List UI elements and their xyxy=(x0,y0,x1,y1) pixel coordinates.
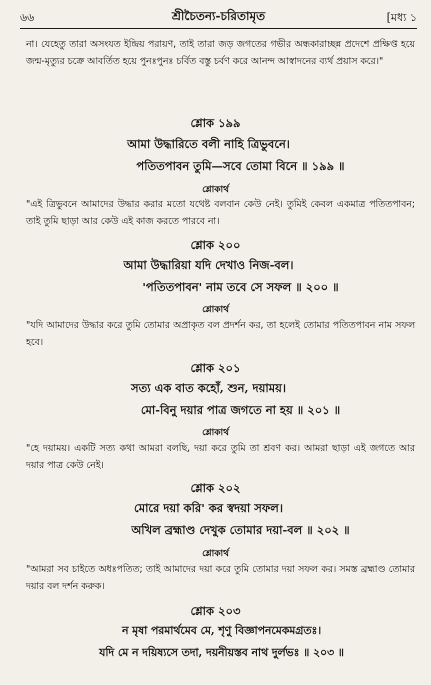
verse-line: মো-বিনু দয়ার পাত্র জগতে না হয় ॥ ২০১ ॥ xyxy=(140,403,341,417)
meaning-paragraph: "আমরা সব চাইতে অধঃপতিত; তাই আমাদের দয়া করে তুমি তোমার দয়া সফল কর। সমস্ত ব্রহ্মাণ্ড তোমার দয়ার বল দর্শন করুক। xyxy=(26,564,415,592)
sloka-heading: শ্লোক ২০৩ xyxy=(190,604,241,618)
meaning-heading: শ্লোকার্থ xyxy=(202,185,229,195)
verse-line: আমা উদ্ধারিয়া যদি দেখাও নিজ-বল। xyxy=(123,258,294,272)
sloka-heading: শ্লোক ২০২ xyxy=(190,481,241,495)
meaning-heading: শ্লোকার্থ xyxy=(202,549,229,559)
verse-199 xyxy=(40,133,401,177)
sloka-heading: শ্লোক ১৯৯ xyxy=(190,116,241,130)
verse-line: 'পতিতপাবন' নাম তবে সে সফল ॥ ২০০ ॥ xyxy=(142,280,339,294)
meaning-heading: শ্লোকার্থ xyxy=(202,428,229,438)
page-header xyxy=(20,6,417,29)
page-number: ৬৬ xyxy=(20,11,35,24)
verse-line: যদি মে ন দয়িষ্যসে তদা, দয়নীয়স্তব নাথ দুর্লভঃ ॥ ২০৩ ॥ xyxy=(99,646,344,659)
meaning-paragraph: "এই ত্রিভুবনে আমাদের উদ্ধার করার মতো যথেষ্ট বলবান কেউ নেই। তুমিই কেবল একমাত্র পতিতপাবন; তাই তুমি ছাড়া আর কেউ এই কাজ করতে পারবে না। xyxy=(26,199,415,227)
verse-line: মোরে দয়া করি' কর স্বদয়া সফল। xyxy=(134,501,283,515)
verse-line: পতিতপাবন তুমি—সবে তোমা বিনে ॥ ১৯৯ ॥ xyxy=(136,159,345,173)
sloka-heading: শ্লোক ২০১ xyxy=(190,361,241,375)
running-title: শ্রীচৈতন্য-চরিতামৃত xyxy=(171,9,266,23)
verse-202 xyxy=(40,497,401,541)
meaning-paragraph: "যদি আমাদের উদ্ধার করে তুমি তোমার অপ্রাকৃত বল প্রদর্শন কর, তা হলেই তোমার পতিতপাবন নাম সফল হবে। xyxy=(26,320,415,348)
verse-200 xyxy=(40,254,401,298)
verse-201 xyxy=(40,377,401,421)
verse-line: আমা উদ্ধারিতে বলী নাহি ত্রিভুবনে। xyxy=(127,137,290,151)
intro-paragraph: না। যেহেতু তারা অসংযত ইন্দ্রিয় পরায়ণ, তাই তারা জড় জগতের গভীর অন্ধকারাচ্ছন্ন প্রদেশে প্রক্ষিপ্ত হয়ে জন্ম-মৃত্যুর চক্রে আবর্তিত হয়ে পুনঃপুনঃ চর্বিত বস্তু চর্বণ করে আনন্দ আস্বাদনের ব্যর্থ প্রয়াস করে।" xyxy=(26,39,415,67)
section-label: [মধ্য ১ xyxy=(386,11,417,24)
meaning-heading: শ্লোকার্থ xyxy=(202,305,229,315)
meaning-paragraph: "হে দয়াময়। একটি সত্য কথা আমরা বলছি, দয়া করে তুমি তা শ্রবণ কর। আমরা ছাড়া এই জগতে আর দয়ার পাত্র কেউ নেই। xyxy=(26,443,415,471)
verse-line: অখিল ব্রহ্মাণ্ড দেখুক তোমার দয়া-বল ॥ ২০২ ॥ xyxy=(131,523,350,537)
sloka-heading: শ্লোক ২০০ xyxy=(190,238,241,252)
verse-line: সত্য এক বাত কহোঁ, শুন, দয়াময়। xyxy=(131,381,286,395)
verse-203 xyxy=(26,620,417,664)
verse-line: ন মৃষা পরমার্থমেব মে, শৃণু বিজ্ঞাপনমেকমগ্রতঃ। xyxy=(121,624,322,637)
